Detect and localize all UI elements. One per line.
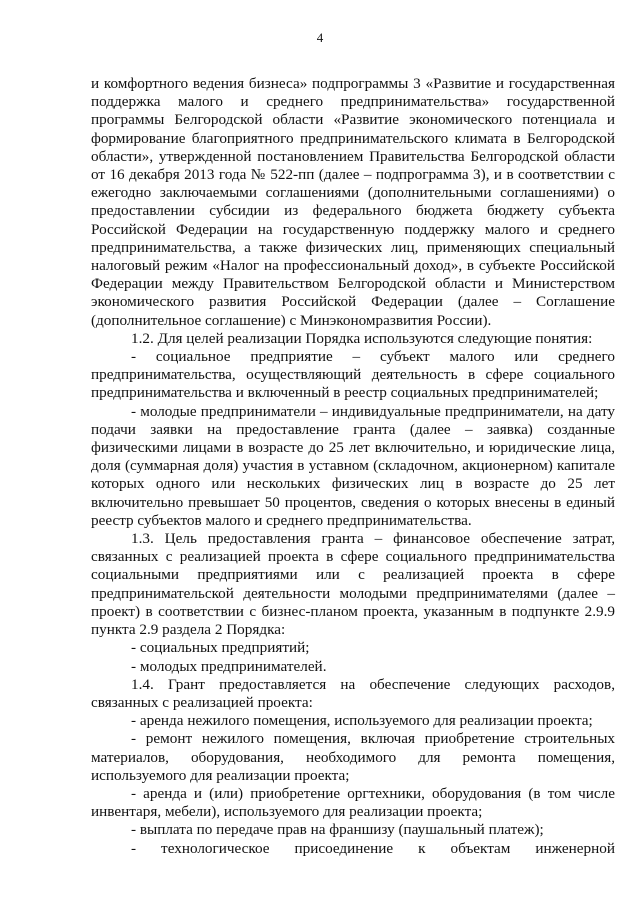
page-number: 4 (316, 30, 324, 45)
expense-item-equipment: - аренда и (или) приобретение оргтехники, оборудования (в том числе инвентаря, мебели), используемого для реализации проекта; (91, 784, 615, 821)
paragraph-1-2: 1.2. Для целей реализации Порядка используются следующие понятия: (131, 329, 593, 347)
paragraph-1-4: 1.4. Грант предоставляется на обеспечение следующих расходов, связанных с реализацией проекта: (91, 675, 615, 711)
definition-social-enterprise: - социальное предприятие – субъект малого или среднего предпринимательства, осуществляющий деятельность в сфере социального предпринимательства и включенный в реестр социальных предпринимателей; (91, 348, 615, 402)
paragraph-program-reference: и комфортного ведения бизнеса» подпрограммы 3 «Развитие и государственная поддержка малого и среднего предпринимательства» государственной программы Белгородской области «Развитие экономического потенциала и формирование благоприятного предпринимательского климата в Белгородской области», утвержденной постановлением Правительства Белгородской области от 16 декабря 2013 года № 522-пп (далее – подпрограмма 3), и в соответствии с ежегодно заключаемыми соглашениями (дополнительными соглашениями) о предоставлении субсидии из федерального бюджета бюджету субъекта Российской Федерации на государственную поддержку малого и среднего предпринимательства, а также физических лиц, применяющих специальный налоговый режим «Налог на профессиональный доход», в субъекте Российской Федерации между Правительством Белгородской области и Министерством экономического развития Российской Федерации (далее – Соглашение (дополнительное соглашение) с Минэкономразвития России). (91, 75, 615, 329)
list-item-young-entrepreneurs: - молодых предпринимателей. (131, 657, 327, 675)
expense-item-franchise: - выплата по передаче прав на франшизу (паушальный платеж); (131, 821, 544, 839)
expense-item-rent: - аренда нежилого помещения, используемого для реализации проекта; (131, 712, 593, 730)
list-item-social-enterprises: - социальных предприятий; (131, 639, 310, 657)
paragraph-1-3: 1.3. Цель предоставления гранта – финансовое обеспечение затрат, связанных с реализацией проекта в сфере социального предпринимательства социальными предприятиями или с реализацией проекта в сфере предпринимательской деятельности молодыми предпринимателями (далее – проект) в соответствии с бизнес-планом проекта, указанным в подпункте 2.9.9 пункта 2.9 раздела 2 Порядка: (91, 530, 615, 639)
definition-young-entrepreneurs: - молодые предприниматели – индивидуальные предприниматели, на дату подачи заявки на предоставление гранта (далее – заявка) созданные физическими лицами в возрасте до 25 лет включительно, и юридические лица, доля (суммарная доля) участия в уставном (складочном, акционерном) капитале которых одного или нескольких физических лиц в возрасте до 25 лет включительно превышает 50 процентов, сведения о которых внесены в единый реестр субъектов малого и среднего предпринимательства. (91, 402, 615, 529)
expense-item-repair: - ремонт нежилого помещения, включая приобретение строительных материалов, оборудования, необходимого для ремонта помещения, используемого для реализации проекта; (91, 730, 615, 784)
document-body (91, 75, 615, 858)
expense-item-connection: - технологическое присоединение к объектам инженерной (131, 839, 615, 857)
